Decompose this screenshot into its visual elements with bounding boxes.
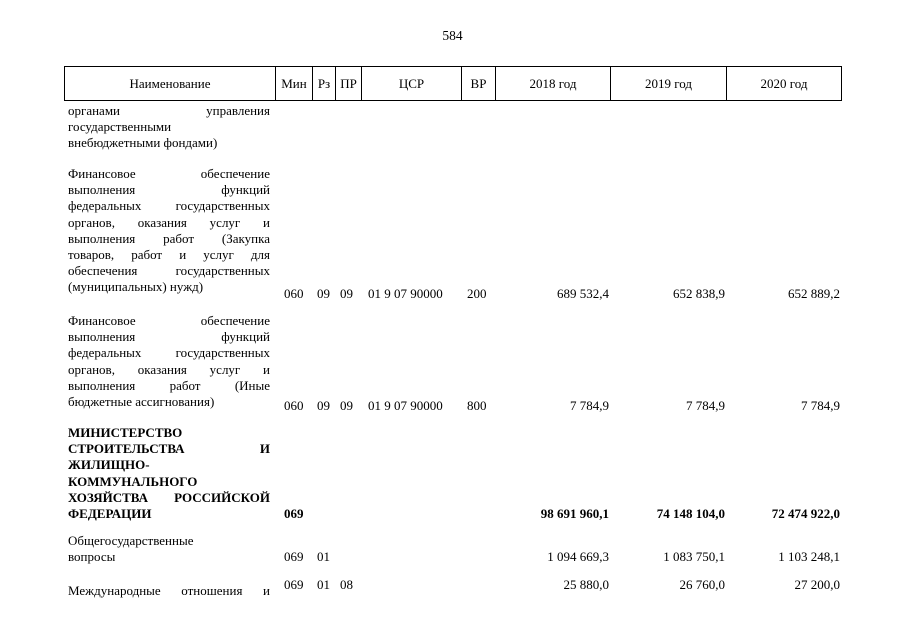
name-line: федеральных государственных: [68, 345, 270, 361]
cell-csr: 01 9 07 90000: [368, 286, 443, 301]
cell-min: 060: [284, 286, 304, 301]
cell-pr: 08: [340, 577, 353, 592]
name-line: вопросы: [68, 549, 116, 565]
cell-rz: 09: [317, 286, 330, 301]
name-line: Международные отношения и: [68, 583, 270, 598]
header-rz: Рз: [312, 66, 336, 101]
name-line: ЖИЛИЩНО-: [68, 457, 150, 473]
cell-2018: 689 532,4: [557, 286, 609, 301]
name-line: бюджетные ассигнования): [68, 393, 215, 409]
cell-vr: 200: [467, 286, 487, 301]
cell-rz: 01: [317, 549, 330, 564]
cell-2020: 7 784,9: [801, 398, 840, 413]
name-line: органов, оказания услуг и: [68, 361, 270, 377]
cell-2020: 72 474 922,0: [771, 506, 840, 521]
name-line: государственными: [68, 119, 172, 135]
row-name: [68, 533, 270, 565]
cell-csr: 01 9 07 90000: [368, 398, 443, 413]
header-min: Мин: [275, 66, 313, 101]
cell-2020: 1 103 248,1: [778, 549, 840, 564]
cell-2018: 25 880,0: [563, 577, 609, 592]
name-line: органами управления: [68, 103, 270, 118]
name-line: выполнения функций: [68, 182, 270, 198]
name-line: внебюджетными фондами): [68, 135, 218, 151]
cell-rz: 01: [317, 577, 330, 592]
header-csr: ЦСР: [361, 66, 462, 101]
name-line: (муниципальных) нужд): [68, 279, 204, 295]
header-2019: 2019 год: [610, 66, 727, 101]
row-name: [68, 425, 270, 522]
cell-min: 069: [284, 577, 304, 592]
cell-2019: 26 760,0: [679, 577, 725, 592]
row-name: [68, 103, 270, 152]
row-name: [68, 166, 270, 296]
header-2018: 2018 год: [495, 66, 611, 101]
cell-2018: 7 784,9: [570, 398, 609, 413]
row-name: [68, 583, 270, 599]
name-line: выполнения функций: [68, 329, 270, 345]
cell-2018: 98 691 960,1: [540, 506, 609, 521]
name-line: СТРОИТЕЛЬСТВА И: [68, 441, 270, 457]
row-name: [68, 313, 270, 410]
cell-2019: 74 148 104,0: [656, 506, 725, 521]
name-line: МИНИСТЕРСТВО: [68, 425, 183, 440]
header-vr: ВР: [461, 66, 496, 101]
name-line: обеспечения государственных: [68, 263, 270, 279]
name-line: выполнения работ (Иные: [68, 377, 270, 393]
header-2020: 2020 год: [726, 66, 842, 101]
name-line: ФЕДЕРАЦИИ: [68, 505, 152, 521]
cell-2018: 1 094 669,3: [547, 549, 609, 564]
name-line: Финансовое обеспечение: [68, 166, 270, 181]
name-line: органов, оказания услуг и: [68, 214, 270, 230]
name-line: федеральных государственных: [68, 198, 270, 214]
name-line: КОММУНАЛЬНОГО: [68, 473, 198, 489]
header-name: Наименование: [64, 66, 276, 101]
cell-vr: 800: [467, 398, 487, 413]
name-line: выполнения работ (Закупка: [68, 230, 270, 246]
cell-min: 069: [284, 506, 304, 521]
name-line: Финансовое обеспечение: [68, 313, 270, 328]
page-number: 584: [442, 28, 463, 43]
name-line: ХОЗЯЙСТВА РОССИЙСКОЙ: [68, 489, 270, 505]
cell-2019: 652 838,9: [673, 286, 725, 301]
cell-2020: 27 200,0: [794, 577, 840, 592]
name-line: Общегосударственные: [68, 533, 194, 548]
header-pr: ПР: [335, 66, 362, 101]
cell-2020: 652 889,2: [788, 286, 840, 301]
cell-pr: 09: [340, 398, 353, 413]
cell-min: 060: [284, 398, 304, 413]
cell-2019: 1 083 750,1: [663, 549, 725, 564]
name-line: товаров, работ и услуг для: [68, 246, 270, 262]
cell-min: 069: [284, 549, 304, 564]
cell-rz: 09: [317, 398, 330, 413]
cell-pr: 09: [340, 286, 353, 301]
cell-2019: 7 784,9: [686, 398, 725, 413]
